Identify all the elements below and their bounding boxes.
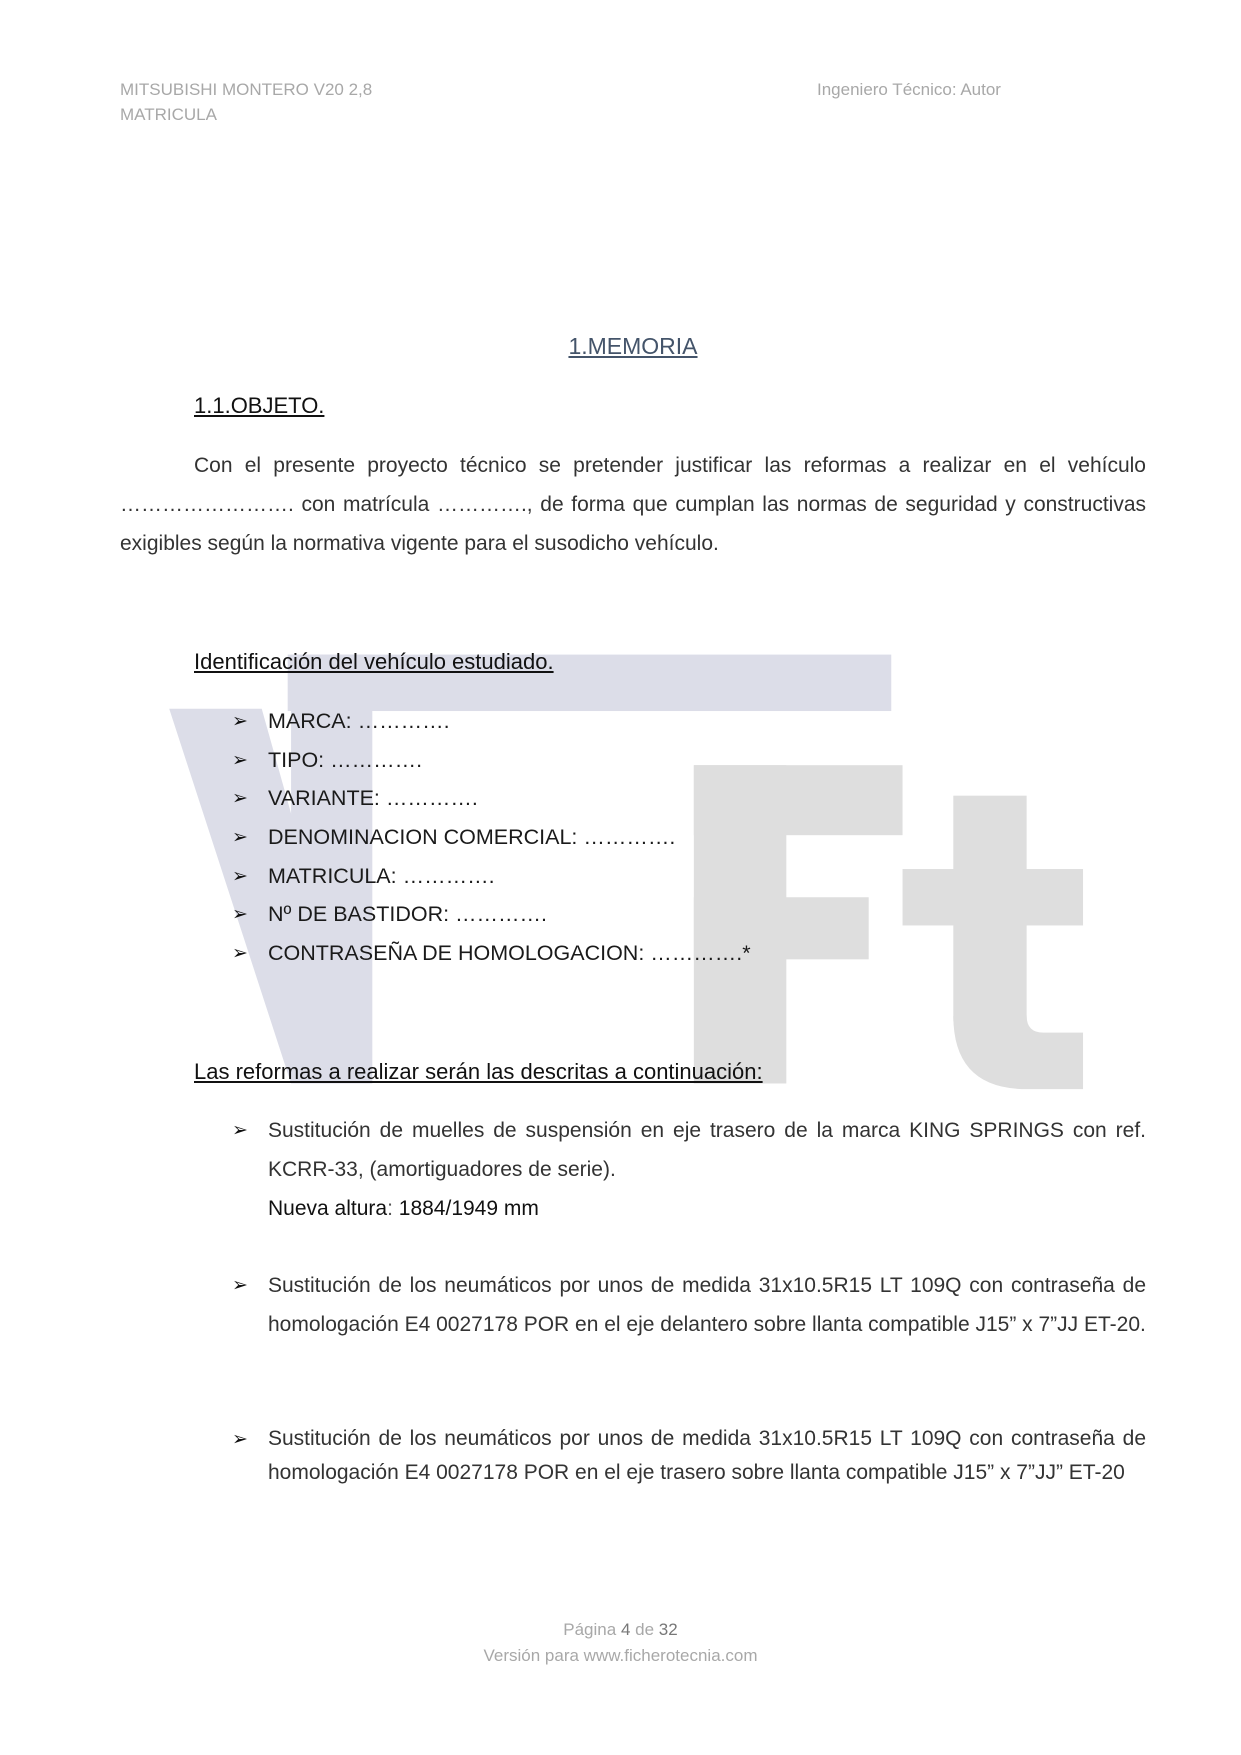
page-header-left bbox=[120, 77, 372, 127]
list-item-text: DENOMINACION COMERCIAL: …………. bbox=[268, 825, 676, 850]
list-item bbox=[232, 895, 1132, 934]
list-item bbox=[232, 934, 1132, 973]
reform-item bbox=[232, 1422, 1146, 1490]
list-item-text: VARIANTE: …………. bbox=[268, 786, 478, 811]
identification-heading: Identificación del vehículo estudiado. bbox=[194, 649, 554, 674]
list-item-text: TIPO: …………. bbox=[268, 747, 423, 772]
reform-item bbox=[232, 1111, 1146, 1228]
page-of: de bbox=[635, 1620, 655, 1639]
reform-item-text: Sustitución de los neumáticos por unos de medida 31x10.5R15 LT 109Q con contraseña de homologación E4 0027178 POR en el eje trasero sobre llanta compatible J15” x 7”JJ” ET-20 bbox=[268, 1427, 1146, 1484]
page-title: 1.MEMORIA bbox=[568, 333, 698, 359]
arrow-bullet-icon bbox=[232, 741, 268, 780]
current-page: 4 bbox=[620, 1620, 631, 1639]
watermark-t-tail bbox=[953, 1016, 1083, 1089]
list-item-text: Nº DE BASTIDOR: …………. bbox=[268, 902, 548, 927]
list-item bbox=[232, 779, 1132, 818]
page-number bbox=[0, 1617, 1241, 1643]
intro-paragraph: Con el presente proyecto técnico se pretender justificar las reformas a realizar en el vehículo ……………………. con matrícula …………., de forma que cumplan las normas de seguridad y constructivas exigibles según la normativa vigente para el susodicho vehículo. bbox=[120, 454, 1146, 555]
footer-version: Versión para www.ficherotecnia.com bbox=[483, 1646, 758, 1665]
arrow-bullet-icon bbox=[232, 779, 268, 818]
identification-list bbox=[232, 702, 1132, 973]
reform-item-body bbox=[268, 1111, 1146, 1228]
arrow-bullet-icon bbox=[232, 1422, 268, 1456]
arrow-bullet-icon bbox=[232, 702, 268, 741]
page-label: Página bbox=[563, 1620, 617, 1639]
list-item-text: MATRICULA: …………. bbox=[268, 863, 495, 888]
header-plate: MATRICULA bbox=[120, 105, 217, 124]
arrow-bullet-icon bbox=[232, 818, 268, 857]
arrow-bullet-icon bbox=[232, 895, 268, 934]
total-pages: 32 bbox=[658, 1620, 678, 1639]
note-separator: : bbox=[387, 1197, 393, 1220]
reforms-heading: Las reformas a realizar serán las descritas a continuación: bbox=[194, 1059, 763, 1084]
list-item-text: MARCA: …………. bbox=[268, 709, 450, 733]
list-item bbox=[232, 857, 1132, 896]
reform-item-text: Sustitución de muelles de suspensión en eje trasero de la marca KING SPRINGS con ref. KCRR-33, (amortiguadores de serie). bbox=[268, 1119, 1146, 1181]
note-value: 1884/1949 mm bbox=[398, 1197, 539, 1220]
list-item bbox=[232, 818, 1132, 857]
arrow-bullet-icon bbox=[232, 857, 268, 896]
list-item bbox=[232, 741, 1132, 780]
reform-item bbox=[232, 1266, 1146, 1344]
reform-note bbox=[268, 1189, 1146, 1228]
note-label: Nueva altura bbox=[268, 1197, 388, 1220]
arrow-bullet-icon bbox=[232, 1111, 268, 1150]
section-title: 1.1.OBJETO. bbox=[194, 393, 325, 418]
reform-item-text: Sustitución de los neumáticos por unos de medida 31x10.5R15 LT 109Q con contraseña de homologación E4 0027178 POR en el eje delantero sobre llanta compatible J15” x 7”JJ ET-20. bbox=[268, 1274, 1146, 1336]
list-item bbox=[232, 702, 1132, 741]
list-item-text: CONTRASEÑA DE HOMOLOGACION: ………….* bbox=[268, 941, 751, 966]
header-vehicle: MITSUBISHI MONTERO V20 2,8 bbox=[120, 80, 373, 99]
arrow-bullet-icon bbox=[232, 1266, 268, 1305]
arrow-bullet-icon bbox=[232, 934, 268, 973]
header-author: Ingeniero Técnico: Autor bbox=[817, 80, 1001, 99]
